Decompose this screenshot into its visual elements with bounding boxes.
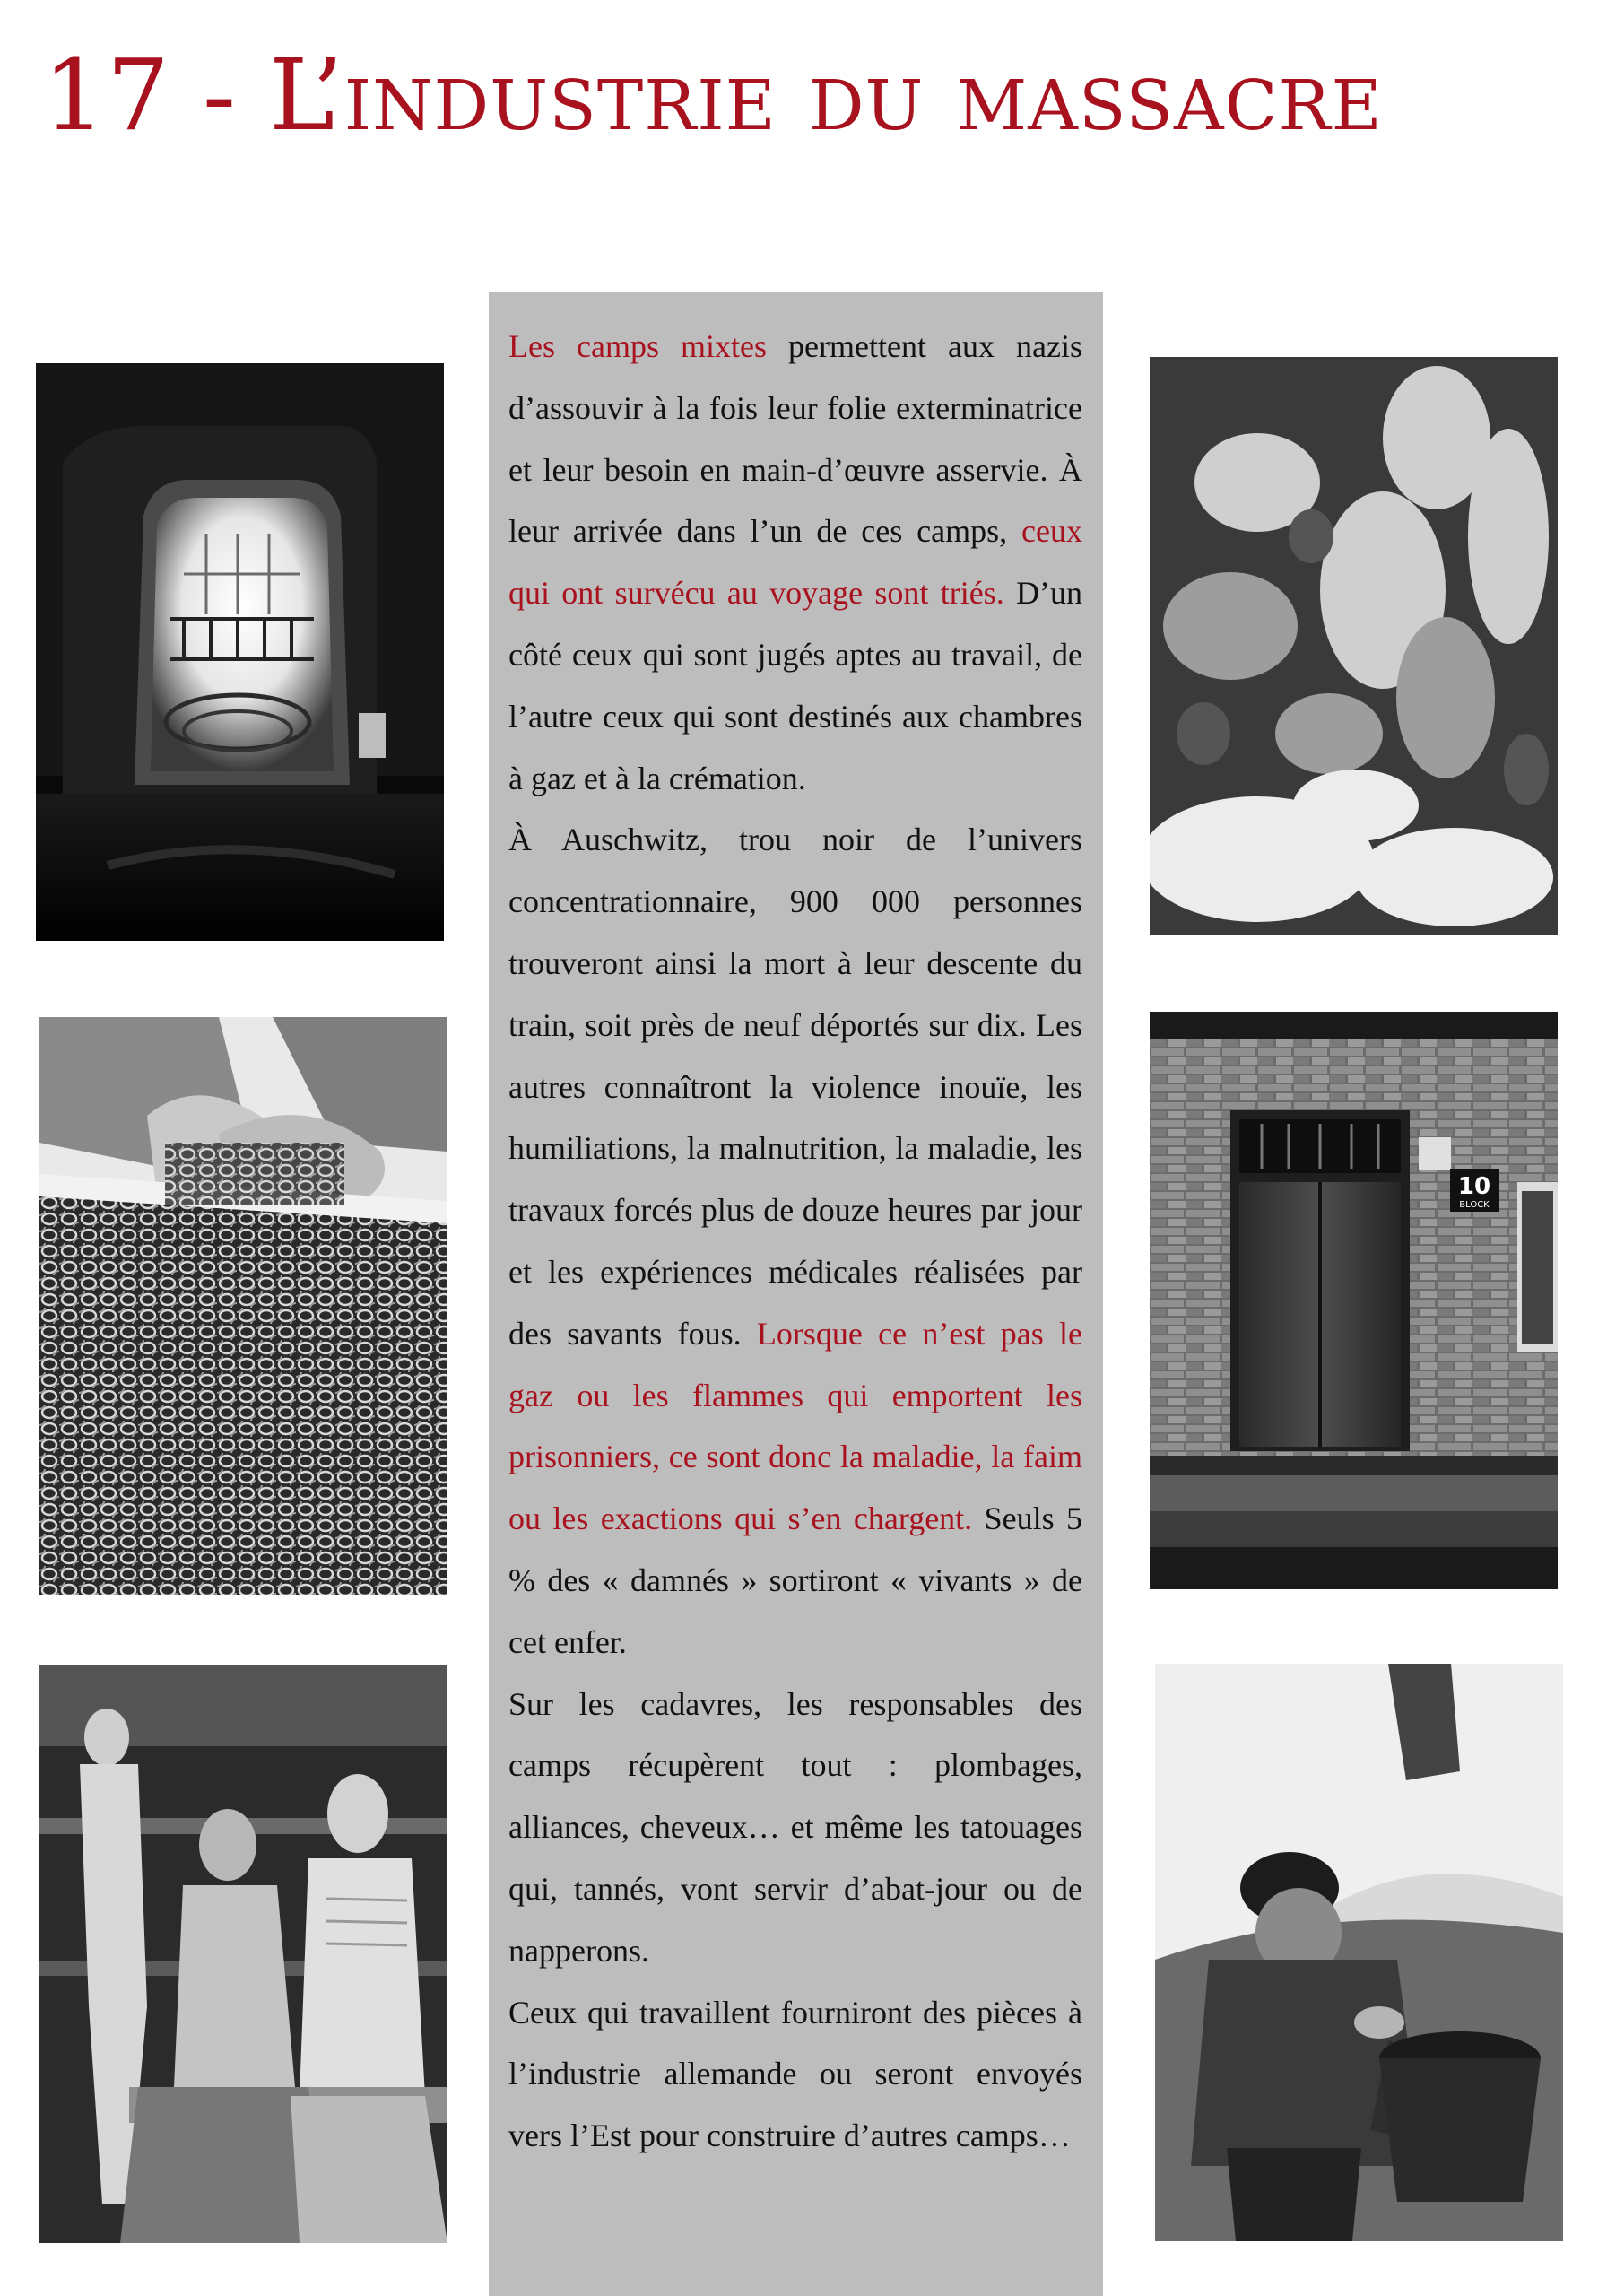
highlighted-text: ceux qui ont survécu au voyage sont triés.	[508, 513, 1082, 612]
page-title	[43, 32, 1568, 158]
wedding-rings-photo	[39, 1017, 447, 1595]
door-sign-number: 10	[1457, 1173, 1491, 1200]
body-text: Sur les cadavres, les responsables des camps récupèrent tout : plombages, alliances, cheveux… et même les tatouages qui, tannés, vont servir d’abat-jour ou de napperons.	[508, 1685, 1082, 1969]
title-number: 17 -	[43, 38, 270, 152]
paragraph	[508, 809, 1082, 1673]
emaciated-prisoners-photo	[39, 1665, 447, 2243]
prisoner-worker-photo	[1155, 1664, 1563, 2241]
body-text: permettent aux nazis d’assouvir à la fois leur folie exterminatrice et leur besoin en main-d’œuvre asservie. À leur arrivée dans l’un de ces camps,	[508, 328, 1082, 550]
body-text: Ceux qui travaillent fourniront des pièces à l’industrie allemande ou seront envoyés vers l’Est pour construire d’autres camps…	[508, 1994, 1082, 2154]
door-sign-word: BLOCK	[1459, 1200, 1490, 1210]
crematorium-oven-photo	[36, 363, 444, 941]
body-text: Seuls 5 % des « damnés » sortiront « vivants » de cet enfer.	[508, 1500, 1082, 1660]
paragraph	[508, 316, 1082, 809]
bodies-photo	[1150, 357, 1558, 935]
body-text: À Auschwitz, trou noir de l’univers concentrationnaire, 900 000 personnes trouveront ainsi la mort à leur descente du train, soit près de neuf déportés sur dix. Les autres connaîtront la violence inouïe, les humiliations, la malnutrition, la maladie, les travaux forcés plus de douze heures par jour et les expériences médicales réalisées par des savants fous.	[508, 822, 1082, 1352]
article-text	[508, 316, 1082, 2167]
text-panel	[489, 292, 1103, 2296]
highlighted-text: Lorsque ce n’est pas le gaz ou les flammes qui emportent les prisonniers, ce sont donc la maladie, la faim ou les exactions qui s’en chargent.	[508, 1315, 1082, 1537]
body-text: D’un côté ceux qui sont jugés aptes au travail, de l’autre ceux qui sont destinés aux chambres à gaz et à la crémation.	[508, 575, 1082, 796]
paragraph	[508, 1674, 1082, 1982]
highlighted-text: Les camps mixtes	[508, 328, 768, 364]
block-10-door-photo	[1150, 1012, 1558, 1589]
paragraph	[508, 1982, 1082, 2167]
title-text: L’industrie du massacre	[269, 38, 1383, 152]
